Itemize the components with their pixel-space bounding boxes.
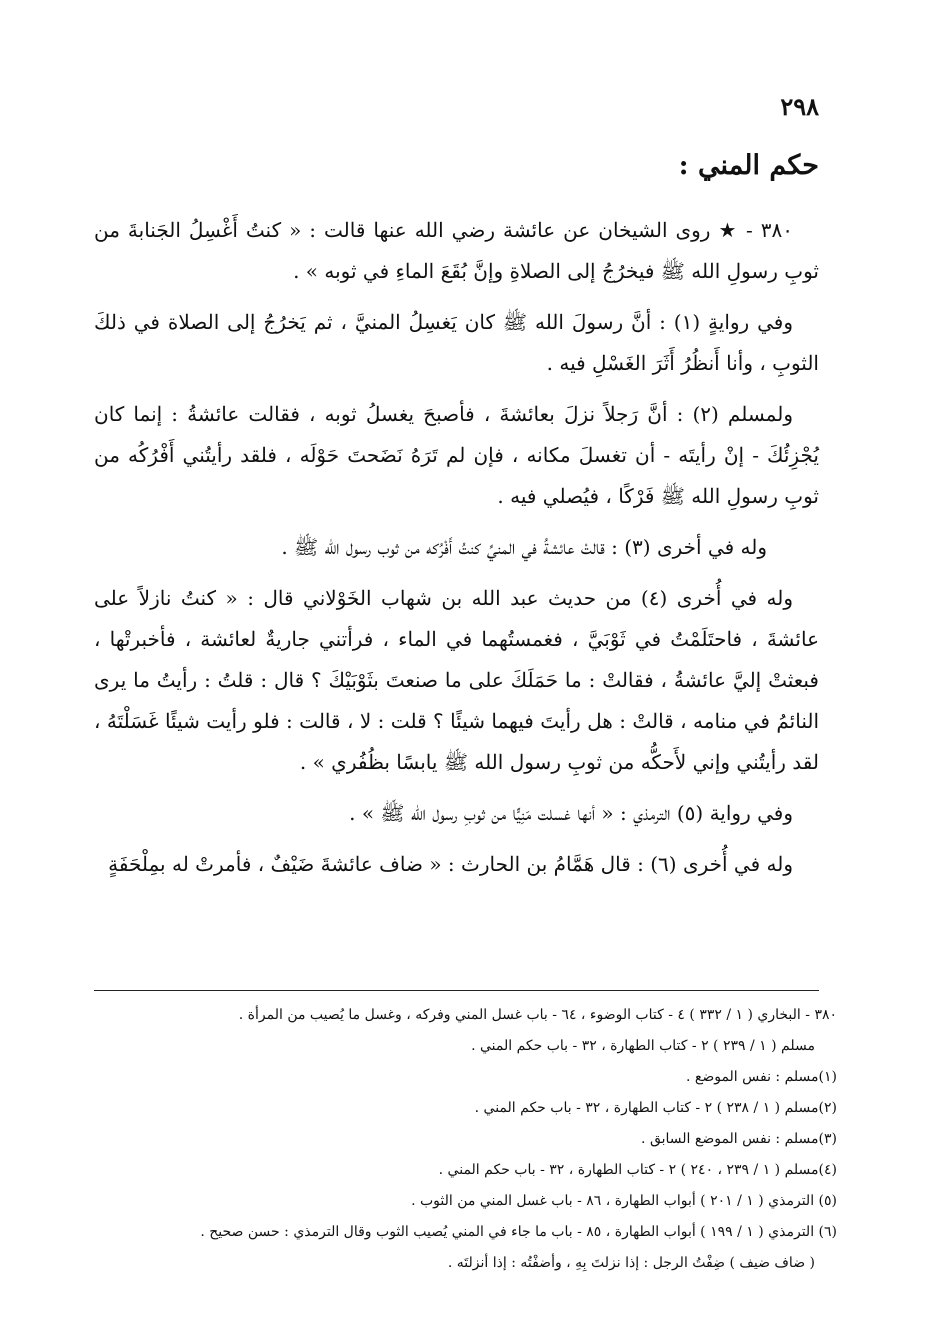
- footnote-divider: [94, 990, 819, 991]
- footnote-item: (٦) الترمذي ( ١ / ١٩٩ ) أبواب الطهارة ، ٨٥ - باب ما جاء في المني يُصيب الثوب وقال الترمذي : حسن صحيح .: [200, 1224, 837, 1240]
- footnote-item: ٣٨٠ - البخاري ( ١ / ٣٣٢ ) ٤ - كتاب الوضوء ، ٦٤ - باب غسل المني وفركه ، وغسل ما يُصيب من المرأة .: [238, 1007, 837, 1023]
- footnote-gloss: ( ضاف ضيف ) ضِفْتُ الرجل : إذا نزلتَ بِهِ ، وأضفْتُه : إذا أنزلتَه .: [447, 1255, 815, 1271]
- footnote-item: (١)مسلم : نفس الموضع .: [685, 1069, 837, 1085]
- footnote-item: (٢)مسلم ( ١ / ٢٣٨ ) ٢ - كتاب الطهارة ، ٣٢ - باب حكم المني .: [474, 1100, 837, 1116]
- footnotes: [92, 1000, 837, 1279]
- paragraph-tirmidhi-5: وفي رواية (٥) الترمذي : « أنها غسلت مَنِيًّا من ثوبِ رسول الله ﷺ » .: [349, 801, 793, 825]
- page-number: ٢٩٨: [780, 92, 819, 121]
- paragraph-ukhra-4: وله في أُخرى (٤) من حديث عبد الله بن شهاب الخَوْلاني قال : « كنتُ نازلاً على عائشةَ ، فاحتَلَمْتُ في ثَوْبَيَّ ، فغمستُهما في الماء ، فرأتني جاريةٌ لعائشة ، فأخبرتْها ، فبعثتْ إليَّ عائشةُ ، فقالتْ : ما حَمَلَكَ على ما صنعتَ بثَوْبَيْكَ ؟ قال : قلتُ : رأيتُ ما يرى النائمُ في منامه ، قالتْ : هل رأيتَ فيهما شيئًا ؟ قلت : لا ، قالت : فلو رأيت شيئًا غَسَلْتَهُ ، لقد رأيتُني وإني لأَحكُّه من ثوبِ رسول الله ﷺ يابسًا بظُفُري » .: [94, 586, 819, 774]
- footnote-item: (٣)مسلم : نفس الموضع السابق .: [641, 1131, 837, 1147]
- footnote-item: (٥) الترمذي ( ١ / ٢٠١ ) أبواب الطهارة ، ٨٦ - باب غسل المني من الثوب .: [411, 1193, 837, 1209]
- main-body: [94, 210, 819, 895]
- paragraph-muslim-2: ولمسلم (٢) : أنَّ رَجلاً نزلَ بعائشةَ ، فأصبحَ يغسلُ ثوبه ، فقالت عائشةُ : إنما كان يُجْزِئُكَ - إنْ رأيتَه - أن تغسلَ مكانه ، فإن لم تَرَهُ نَضَحتَ حَوْلَه ، فلقد رأيتُني أَفْرُكُه من ثوبِ رسولِ الله ﷺ فَرْكًا ، فيُصلي فيه .: [94, 402, 819, 508]
- paragraph-riwaya-1: وفي روايةٍ (١) : أنَّ رسولَ الله ﷺ كان يَغسِلُ المنيَّ ، ثم يَخرُجُ إلى الصلاة في ذلكَ الثوبِ ، وأنا أَنظُرُ أَثَرَ الغَسْلِ فيه .: [94, 310, 819, 375]
- paragraph-ukhra-3: وله في أخرى (٣) : قالتْ عائشةُ في المنيِّ كنتُ أَفْرُكه من ثوب رسول الله ﷺ .: [281, 535, 767, 559]
- paragraph-hadith-380: ٣٨٠ - ★ روى الشيخان عن عائشة رضي الله عنها قالت : « كنتُ أَغْسِلُ الجَنابةَ من ثوبِ رسولِ الله ﷺ فيخرُجُ إلى الصلاةِ وإنَّ بُقَعَ الماءِ في ثوبه » .: [94, 218, 819, 283]
- paragraph-ukhra-6: وله في أُخرى (٦) : قال هَمَّامُ بن الحارث : « ضاف عائشةَ ضَيْفٌ ، فأمرتْ له بمِلْحَفَةٍ: [108, 852, 793, 876]
- footnote-item: مسلم ( ١ / ٢٣٩ ) ٢ - كتاب الطهارة ، ٣٢ - باب حكم المني .: [471, 1038, 815, 1054]
- section-heading: حكم المني :: [678, 150, 819, 181]
- footnote-item: (٤)مسلم ( ١ / ٢٣٩ ، ٢٤٠ ) ٢ - كتاب الطهارة ، ٣٢ - باب حكم المني .: [438, 1162, 837, 1178]
